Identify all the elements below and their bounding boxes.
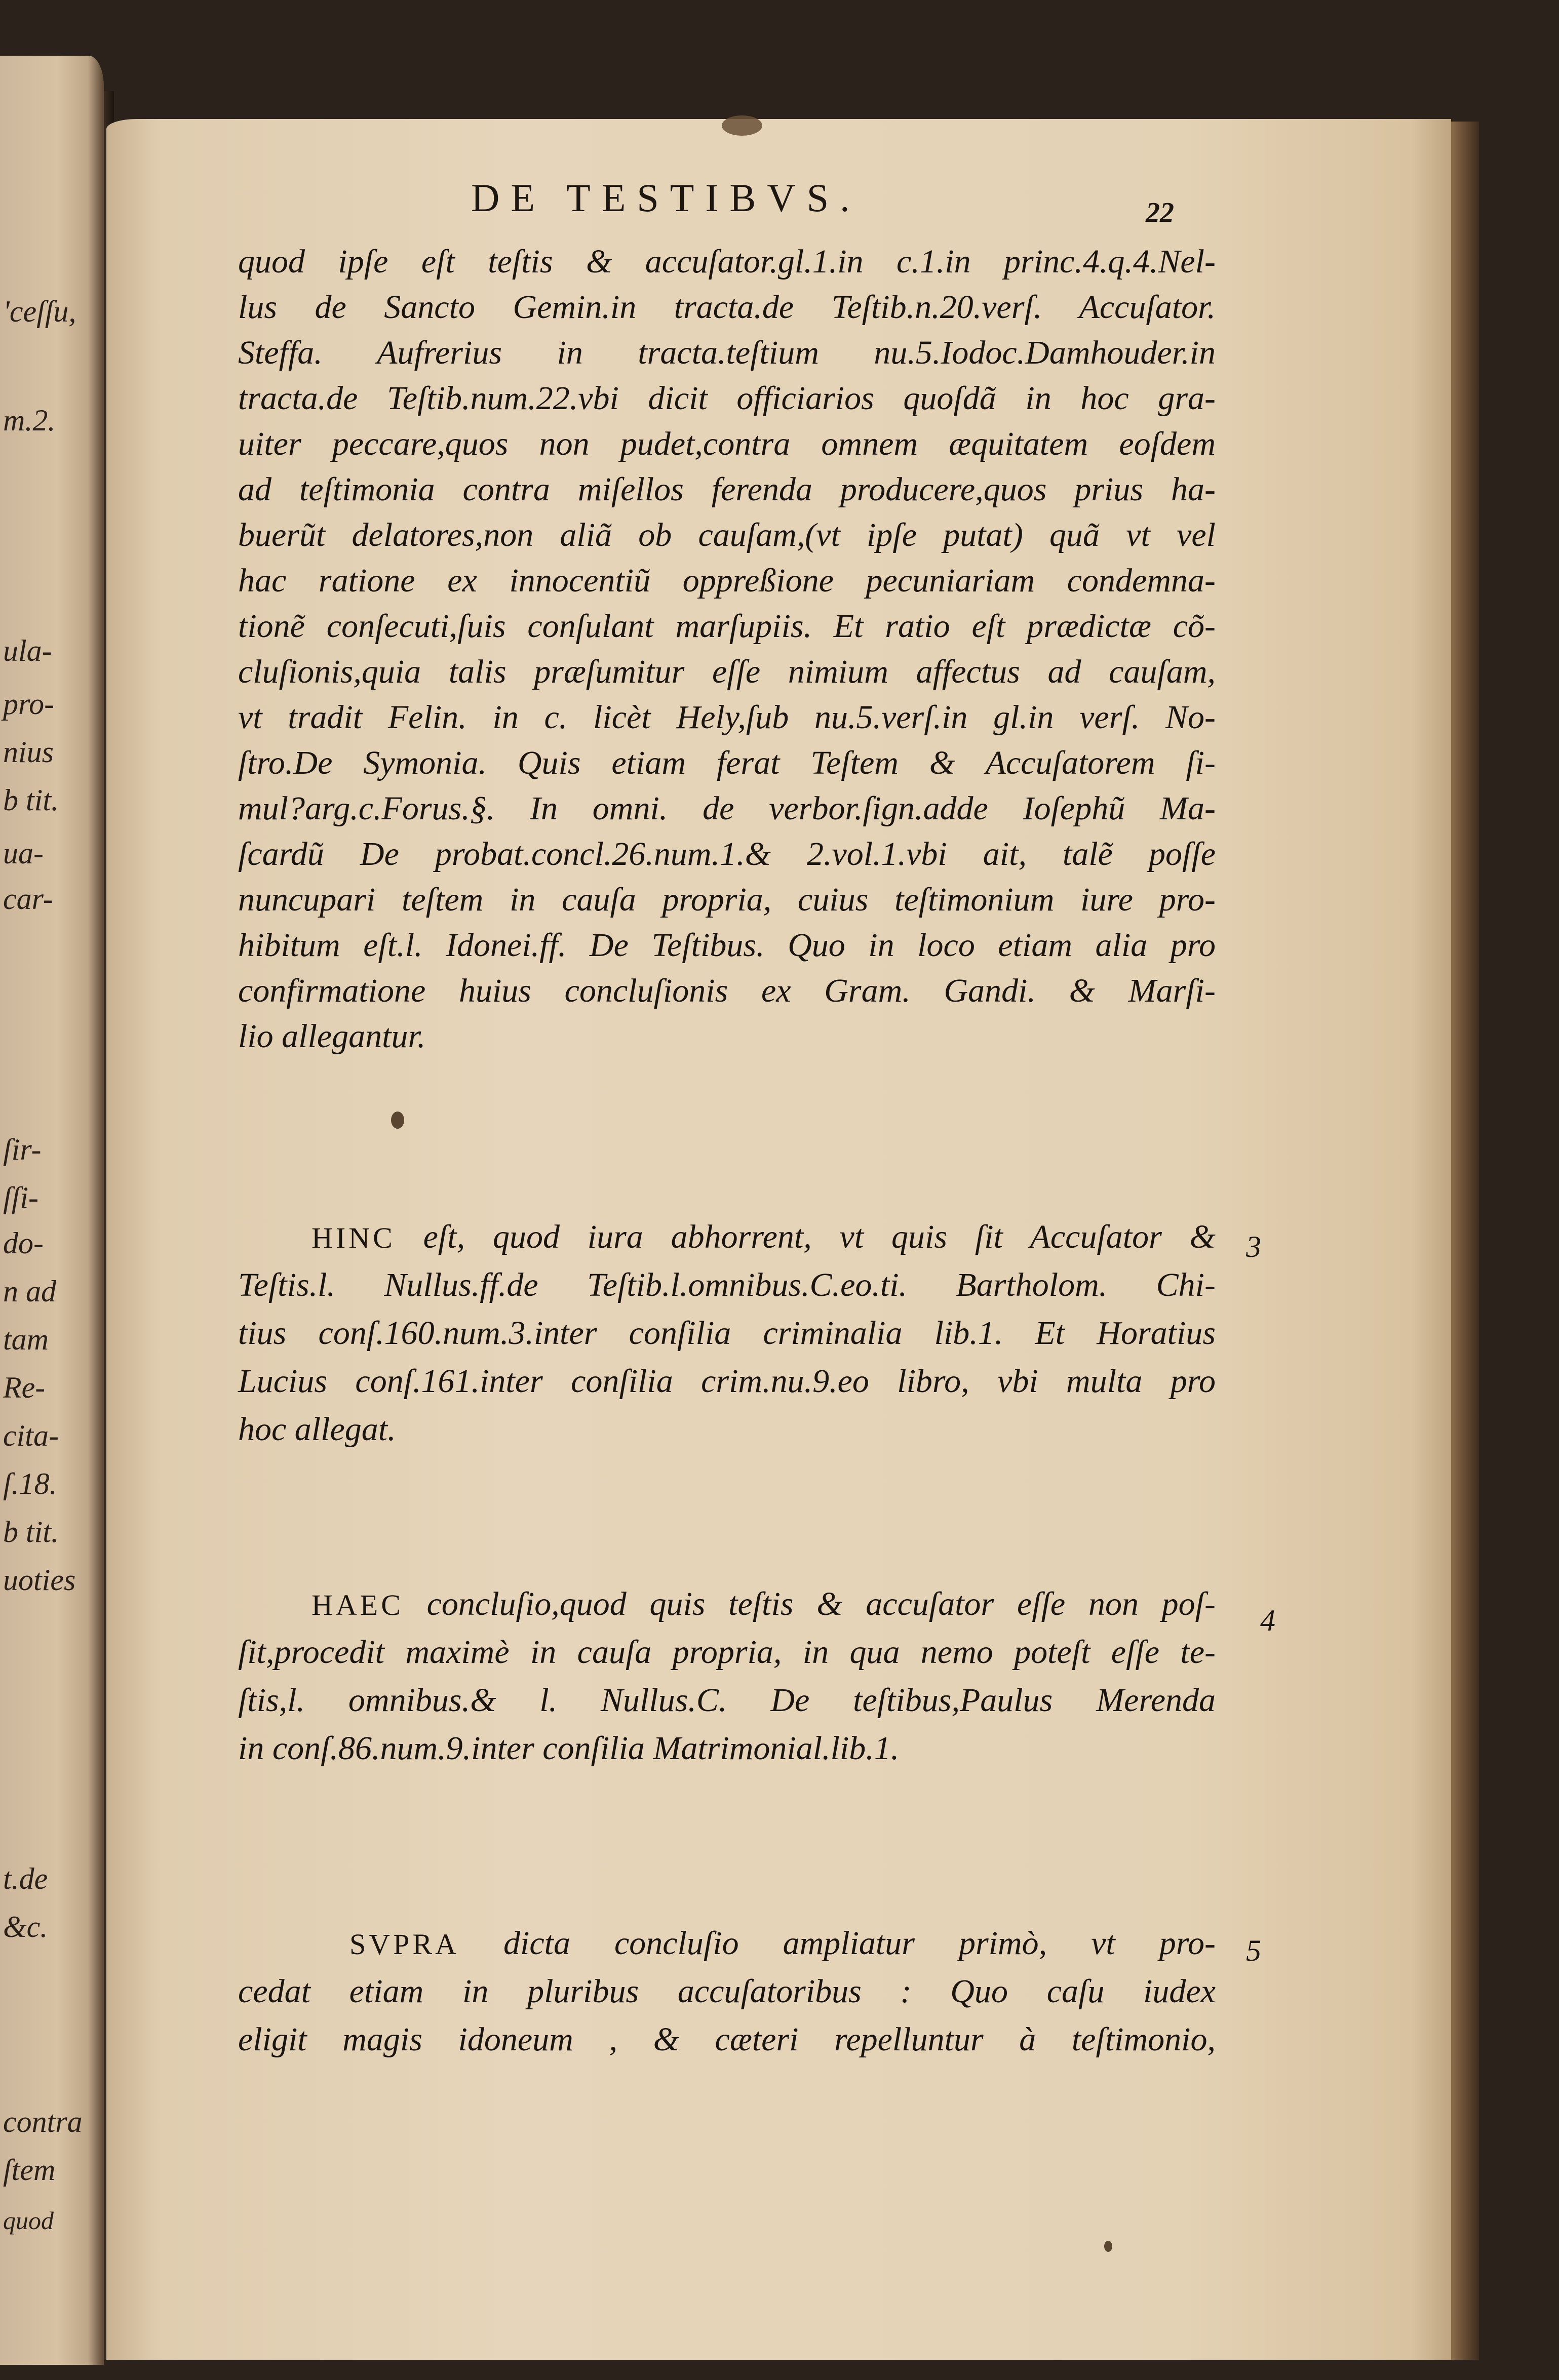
initial-caps: SVPRA (349, 1928, 459, 1961)
ink-stain (722, 115, 762, 136)
text-line: hibitum eſt.l. Idonei.ff. De Teſtibus. Quo in loco etiam alia pro (238, 927, 1216, 964)
line-text: concluſio,quod quis teſtis & accuſator eſſe non poſ- (403, 1585, 1216, 1622)
paragraph-4 (238, 1580, 1216, 1772)
ink-spot (1104, 2241, 1112, 2252)
text-line: ſtis,l. omnibus.& l. Nullus.C. De teſtibus,Paulus Merenda (238, 1682, 1216, 1719)
text-line: in conſ.86.num.9.inter conſilia Matrimonial.lib.1. (238, 1730, 900, 1767)
prev-fragment: n ad (3, 1275, 56, 1308)
line-text: eſt, quod iura abhorrent, vt quis ſit Accuſator & (395, 1218, 1216, 1255)
text-line: hoc allegat. (238, 1411, 396, 1448)
text-line: hac ratione ex innocentiũ oppreßione pecuniariam condemna- (238, 562, 1216, 599)
text-line: Steffa. Aufrerius in tracta.teſtium nu.5.Iodoc.Damhouder.in (238, 334, 1216, 371)
prev-fragment: b tit. (3, 1515, 59, 1549)
text-line: tracta.de Teſtib.num.22.vbi dicit officiarios quoſdã in hoc gra- (238, 380, 1216, 417)
text-line: ſtro.De Symonia. Quis etiam ferat Teſtem & Accuſatorem ſi- (238, 744, 1216, 781)
prev-fragment: t.de (3, 1862, 48, 1895)
text-line: tionẽ conſecuti,ſuis conſulant marſupiis. Et ratio eſt prædictæ cõ- (238, 608, 1216, 645)
prev-fragment: Re- (3, 1371, 46, 1404)
ink-spot (391, 1112, 404, 1129)
text-line: nuncupari teſtem in cauſa propria, cuius teſtimonium iure pro- (238, 881, 1216, 918)
margin-number: 3 (1246, 1230, 1261, 1263)
margin-number: 5 (1246, 1934, 1261, 1967)
prev-fragment: pro- (3, 687, 55, 721)
prev-fragment: m.2. (3, 404, 56, 437)
text-line: Lucius conſ.161.inter conſilia crim.nu.9.eo libro, vbi multa pro (238, 1363, 1216, 1400)
prev-fragment: car- (3, 882, 53, 916)
prev-fragment: 'ceſſu, (3, 295, 76, 328)
text-line: ſit,procedit maximè in cauſa propria, in qua nemo poteſt eſſe te- (238, 1634, 1216, 1671)
prev-fragment: cita- (3, 1419, 59, 1452)
text-line: vt tradit Felin. in c. licèt Hely,ſub nu.5.verſ.in gl.in verſ. No- (238, 699, 1216, 736)
previous-page-edge (0, 56, 104, 2365)
text-line: uiter peccare,quos non pudet,contra omnem æquitatem eoſdem (238, 425, 1216, 462)
page-edge (1451, 122, 1479, 2360)
paragraph-1 (238, 239, 1216, 1059)
paragraph-3 (238, 1213, 1216, 1453)
prev-fragment: quod (3, 2206, 54, 2235)
text-line: cedat etiam in pluribus accuſatoribus : Quo caſu iudex (238, 1973, 1216, 2010)
prev-fragment: &c. (3, 1910, 48, 1943)
prev-fragment: nius (3, 735, 54, 769)
line-text: dicta concluſio ampliatur primò, vt pro- (459, 1925, 1216, 1962)
running-header: DE TESTIBVS. (471, 176, 861, 220)
prev-fragment: tam (3, 1323, 49, 1356)
text-line: eligit magis idoneum , & cæteri repelluntur à teſtimonio, (238, 2021, 1216, 2058)
text-line: quod ipſe eſt teſtis & accuſator.gl.1.in c.1.in princ.4.q.4.Nel- (238, 243, 1216, 280)
prev-fragment: uoties (3, 1563, 76, 1597)
text-line: confirmatione huius concluſionis ex Gram. Gandi. & Marſi- (238, 972, 1216, 1009)
text-line: tius conſ.160.num.3.inter conſilia criminalia lib.1. Et Horatius (238, 1315, 1216, 1352)
prev-fragment: ſſi- (3, 1181, 38, 1214)
text-line: cluſionis,quia talis præſumitur eſſe nimium affectus ad cauſam, (238, 653, 1216, 690)
text-line: ad teſtimonia contra miſellos ferenda producere,quos prius ha- (238, 471, 1216, 508)
text-line: lus de Sancto Gemin.in tracta.de Teſtib.n.20.verſ. Accuſator. (238, 289, 1216, 326)
prev-fragment: ula- (3, 634, 52, 667)
text-line: buerũt delatores,non aliã ob cauſam,(vt ipſe putat) quã vt vel (238, 517, 1216, 553)
prev-fragment: contra (3, 2105, 83, 2138)
text-line (238, 1919, 1216, 1967)
margin-number: 4 (1260, 1604, 1275, 1637)
prev-fragment: do- (3, 1226, 44, 1260)
text-line (238, 1213, 1216, 1261)
initial-caps: HAEC (311, 1589, 404, 1621)
prev-fragment: ſtem (3, 2153, 56, 2187)
prev-fragment: ſ.18. (3, 1467, 57, 1500)
text-line (238, 1580, 1216, 1628)
text-line: Teſtis.l. Nullus.ff.de Teſtib.l.omnibus.C.eo.ti. Bartholom. Chi- (238, 1266, 1216, 1303)
page-number: 22 (1146, 197, 1174, 228)
prev-fragment: b tit. (3, 783, 59, 817)
text-line: lio allegantur. (238, 1018, 426, 1055)
prev-fragment: ua- (3, 837, 44, 870)
initial-caps: HINC (311, 1221, 396, 1254)
prev-fragment: ſir- (3, 1133, 42, 1166)
paragraph-5 (238, 1919, 1216, 2064)
text-line: mul?arg.c.Forus.§. In omni. de verbor.ſign.adde Ioſephũ Ma- (238, 790, 1216, 827)
text-line: ſcardũ De probat.concl.26.num.1.& 2.vol.1.vbi ait, talẽ poſſe (238, 836, 1216, 872)
